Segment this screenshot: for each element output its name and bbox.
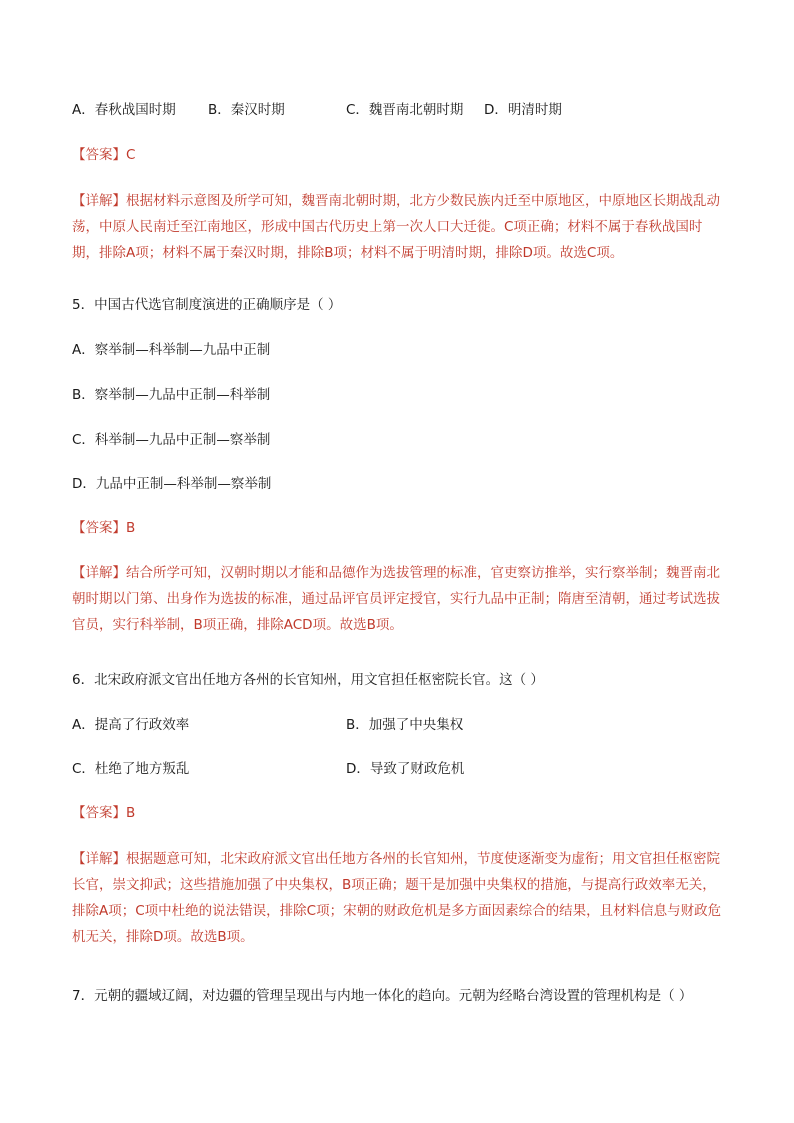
- q6-option-c: C．杜绝了地方叛乱: [72, 761, 190, 777]
- q5-detail-text: 结合所学可知，汉朝时期以才能和品德作为选拔管理的标准，官吏察访推举，实行察举制；魏晋南北朝时期以门第、出身作为选拔的标准，通过品评官员评定授官，实行九品中正制；隋唐至清朝，通过考试选拔官员，实行科举制，B项正确，排除ACD项。故选B项。: [72, 565, 720, 633]
- q4-answer-value: C: [126, 147, 136, 163]
- q4-answer: [72, 145, 135, 165]
- q5-option-c: C．科举制—九品中正制—察举制: [72, 432, 271, 448]
- q7-question: 7．元朝的疆域辽阔，对边疆的管理呈现出与内地一体化的趋向。元朝为经略台湾设置的管理机构是（ ）: [72, 988, 693, 1004]
- q6-answer: [72, 803, 135, 823]
- q5-option-b: B．察举制—九品中正制—科举制: [72, 387, 271, 403]
- q6-detail-text: 根据题意可知，北宋政府派文官出任地方各州的长官知州，节度使逐渐变为虚衔；用文官担任枢密院长官，崇文抑武；这些措施加强了中央集权，B项正确；题干是加强中央集权的措施，与提高行政效率无关，排除A项；C项中杜绝的说法错误，排除C项；宋朝的财政危机是多方面因素综合的结果，且材料信息与财政危机无关，排除D项。故选B项。: [72, 851, 722, 945]
- q6-option-d: D．导致了财政危机: [346, 761, 465, 777]
- q4-detail-label: 【详解】: [72, 193, 126, 209]
- q6-detail-label: 【详解】: [72, 851, 126, 867]
- q5-question: 5．中国古代选官制度演进的正确顺序是（ ）: [72, 297, 342, 313]
- q4-detail: [72, 188, 724, 266]
- q4-answer-label: 【答案】: [72, 147, 126, 163]
- q5-option-d: D．九品中正制—科举制—察举制: [72, 476, 272, 492]
- q5-answer-value: B: [126, 520, 136, 536]
- q4-option-d: D．明清时期: [484, 102, 562, 118]
- q5-answer: [72, 518, 135, 538]
- q5-detail-label: 【详解】: [72, 565, 126, 581]
- q4-option-b: B．秦汉时期: [208, 102, 285, 118]
- q6-question: 6．北宋政府派文官出任地方各州的长官知州，用文官担任枢密院长官。这（ ）: [72, 672, 544, 688]
- q6-option-a: A．提高了行政效率: [72, 717, 190, 733]
- q5-option-a: A．察举制—科举制—九品中正制: [72, 342, 271, 358]
- q4-option-c: C．魏晋南北朝时期: [346, 102, 464, 118]
- q4-detail-text: 根据材料示意图及所学可知，魏晋南北朝时期，北方少数民族内迁至中原地区，中原地区长期战乱动荡，中原人民南迁至江南地区，形成中国古代历史上第一次人口大迁徙。C项正确；材料不属于春秋战国时期，排除A项；材料不属于秦汉时期，排除B项；材料不属于明清时期，排除D项。故选C项。: [72, 193, 720, 261]
- q5-detail: [72, 560, 724, 638]
- q6-detail: [72, 846, 724, 950]
- q5-answer-label: 【答案】: [72, 520, 126, 536]
- q6-option-b: B．加强了中央集权: [346, 717, 464, 733]
- q4-option-a: A．春秋战国时期: [72, 102, 176, 118]
- q6-answer-label: 【答案】: [72, 805, 126, 821]
- q6-answer-value: B: [126, 805, 136, 821]
